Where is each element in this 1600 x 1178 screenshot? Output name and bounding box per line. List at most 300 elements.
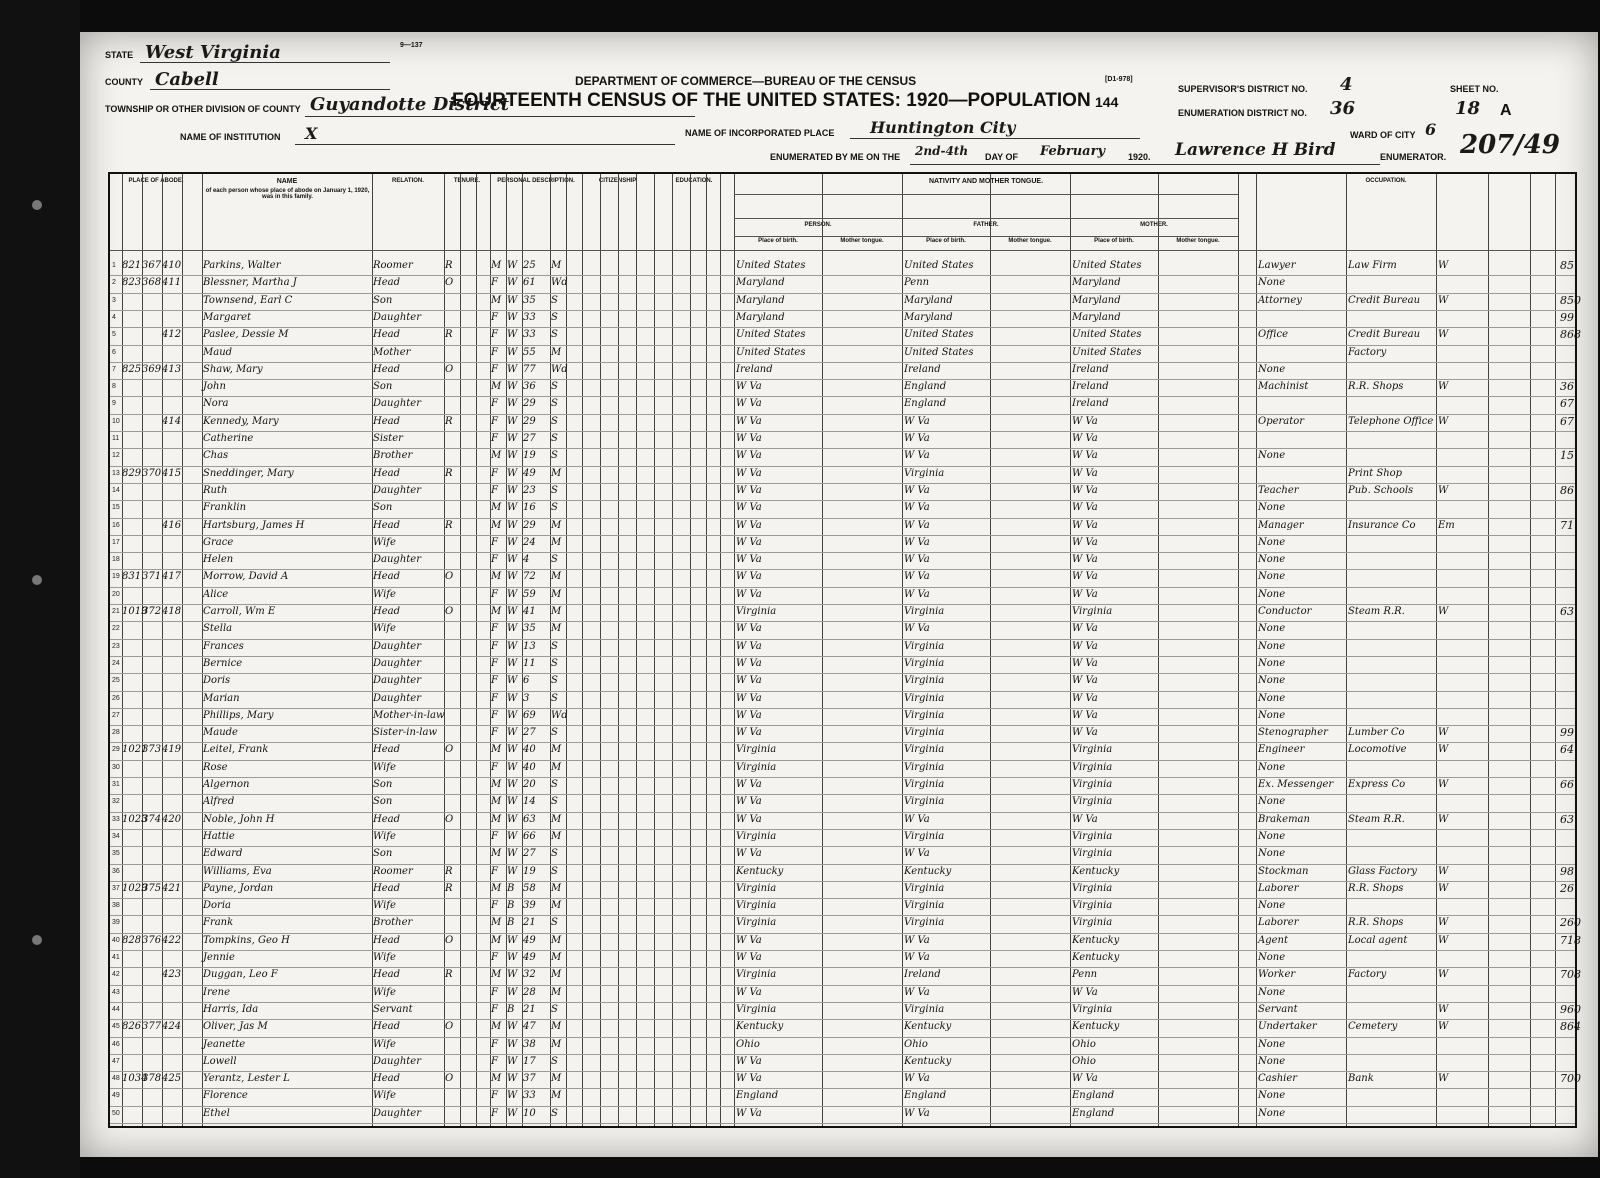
cell-industry: Credit Bureau	[1348, 329, 1421, 341]
cell-mother-birthplace: W Va	[1072, 554, 1098, 566]
cell-sex: F	[491, 536, 498, 548]
column-divider	[1158, 174, 1159, 1126]
father-header: FATHER.	[973, 222, 999, 228]
cell-occupation: Engineer	[1258, 744, 1305, 756]
cell-age: 37	[523, 1073, 536, 1085]
cell-father-birthplace: United States	[904, 346, 974, 358]
cell-birthplace: W Va	[736, 502, 762, 514]
cell-occupation: None	[1258, 796, 1286, 808]
cell-sex: F	[491, 433, 498, 444]
cell-mother-birthplace: Virginia	[1072, 882, 1113, 894]
enumerator-name: Lawrence H Bird	[1175, 140, 1336, 160]
cell-birthplace: Maryland	[736, 311, 785, 323]
cell-marital-status: M	[551, 1038, 562, 1050]
cell-father-birthplace: Kentucky	[904, 1055, 952, 1067]
cell-mother-birthplace: W Va	[1072, 484, 1098, 496]
margin-note: 850	[1560, 293, 1581, 307]
cell-mother-birthplace: Virginia	[1072, 848, 1113, 860]
cell-sex: F	[491, 675, 498, 687]
cell-age: 35	[523, 294, 536, 306]
column-divider	[1238, 174, 1239, 1126]
cell-race: W	[507, 588, 518, 600]
cell-relation: Head	[373, 467, 401, 479]
cell-street-number: 826	[122, 1021, 142, 1033]
cell-marital-status: M	[551, 260, 562, 271]
cell-father-birthplace: W Va	[904, 415, 930, 427]
cell-street-number: 831	[122, 571, 142, 583]
line-number: 16	[112, 521, 120, 529]
column-divider	[902, 174, 903, 1126]
cell-marital-status: M	[551, 519, 562, 531]
column-divider	[734, 174, 735, 1126]
cell-person-name: Nora	[203, 398, 229, 410]
cell-birthplace: W Va	[736, 588, 762, 600]
cell-age: 40	[523, 761, 536, 773]
cell-sex: M	[491, 813, 502, 825]
cell-person-name: Helen	[203, 554, 234, 566]
cell-mother-birthplace: Virginia	[1072, 917, 1113, 929]
cell-age: 66	[523, 830, 536, 842]
column-divider	[1070, 174, 1071, 1126]
cell-relation: Son	[373, 294, 393, 306]
cell-industry: Cemetery	[1348, 1021, 1398, 1033]
cell-class-of-worker: W	[1438, 969, 1449, 981]
cell-person-name: Kennedy, Mary	[203, 415, 279, 427]
cell-race: B	[507, 882, 515, 894]
father-birth-header: Place of birth.	[926, 238, 966, 244]
cell-race: W	[507, 709, 518, 721]
cell-birthplace: W Va	[736, 1055, 762, 1067]
margin-note: 868	[1560, 328, 1581, 342]
cell-marital-status: S	[551, 415, 558, 427]
cell-tenure: O	[445, 1073, 454, 1085]
sheet-letter: A	[1500, 102, 1512, 119]
cell-race: W	[507, 606, 518, 617]
cell-mother-birthplace: W Va	[1072, 1073, 1098, 1085]
line-number: 32	[112, 798, 120, 806]
enumeration-label: ENUMERATION DISTRICT NO.	[1178, 108, 1307, 118]
cell-race: W	[507, 502, 518, 514]
cell-person-name: Yerantz, Lester L	[203, 1073, 290, 1085]
cell-relation: Daughter	[373, 1055, 421, 1067]
cell-industry: Local agent	[1348, 934, 1408, 946]
cell-class-of-worker: W	[1438, 1021, 1449, 1033]
cell-mother-birthplace: Maryland	[1072, 277, 1121, 289]
cell-age: 72	[523, 571, 536, 583]
cell-relation: Mother-in-law	[373, 709, 445, 721]
cell-birthplace: W Va	[736, 727, 762, 739]
cell-marital-status: S	[551, 675, 558, 687]
enumerator-label: ENUMERATOR.	[1380, 152, 1447, 162]
column-divider	[990, 174, 991, 1126]
cell-person-name: Paslee, Dessie M	[203, 329, 289, 341]
cell-street-number: 829	[122, 467, 142, 479]
cell-industry: Express Co	[1348, 779, 1406, 790]
cell-race: B	[507, 900, 515, 912]
line-number: 40	[112, 936, 120, 944]
cell-occupation: None	[1258, 588, 1286, 600]
cell-marital-status: M	[551, 813, 562, 825]
cell-person-name: Tompkins, Geo H	[203, 934, 290, 946]
cell-birthplace: United States	[736, 346, 806, 358]
cell-relation: Son	[373, 796, 393, 808]
cell-relation: Head	[373, 934, 401, 946]
column-divider	[1488, 174, 1489, 1126]
cell-birthplace: Virginia	[736, 830, 777, 842]
margin-note: 63	[1560, 812, 1574, 826]
cell-mother-birthplace: W Va	[1072, 450, 1098, 462]
name-description: of each person whose place of abode on January 1, 1920, was in this family.	[205, 188, 370, 200]
cell-marital-status: M	[551, 346, 562, 358]
cell-mother-birthplace: Virginia	[1072, 761, 1113, 773]
cell-father-birthplace: Virginia	[904, 779, 945, 790]
line-number: 6	[112, 348, 116, 356]
cell-mother-birthplace: Virginia	[1072, 744, 1113, 756]
cell-occupation: None	[1258, 986, 1286, 998]
cell-relation: Daughter	[373, 640, 421, 652]
cell-birthplace: England	[736, 1090, 779, 1102]
cell-father-birthplace: Virginia	[904, 882, 945, 894]
header-divider	[734, 194, 1238, 195]
cell-relation: Roomer	[373, 260, 413, 271]
cell-relation: Head	[373, 882, 401, 894]
cell-father-birthplace: Ohio	[904, 1038, 928, 1050]
cell-class-of-worker: W	[1438, 934, 1449, 946]
column-divider	[690, 174, 691, 1126]
cell-relation: Son	[373, 381, 393, 393]
column-divider	[600, 174, 601, 1126]
cell-race: W	[507, 260, 518, 271]
cell-occupation: Office	[1258, 329, 1288, 341]
cell-person-name: Edward	[203, 848, 243, 860]
cell-sex: F	[491, 588, 498, 600]
margin-note: 26	[1560, 881, 1574, 895]
cell-race: B	[507, 1003, 515, 1015]
cell-relation: Head	[373, 329, 401, 341]
cell-birthplace: Kentucky	[736, 865, 784, 877]
cell-person-name: Doria	[203, 900, 231, 912]
cell-relation: Wife	[373, 986, 396, 998]
cell-father-birthplace: Ireland	[904, 363, 941, 375]
cell-mother-birthplace: United States	[1072, 260, 1142, 271]
margin-note: 15	[1560, 449, 1574, 463]
mother-tongue-header: Mother tongue.	[1176, 238, 1220, 244]
cell-industry: Glass Factory	[1348, 865, 1417, 877]
cell-sex: M	[491, 260, 502, 271]
cell-occupation: None	[1258, 571, 1286, 583]
cell-father-birthplace: Virginia	[904, 900, 945, 912]
cell-mother-birthplace: W Va	[1072, 709, 1098, 721]
cell-street-number: 825	[122, 363, 142, 375]
ward-label: WARD OF CITY	[1350, 130, 1416, 140]
cell-father-birthplace: Virginia	[904, 606, 945, 617]
cell-sex: F	[491, 1055, 498, 1067]
cell-marital-status: S	[551, 727, 558, 739]
cell-mother-birthplace: W Va	[1072, 571, 1098, 583]
cell-mother-birthplace: W Va	[1072, 467, 1098, 479]
cell-family-number: 413	[162, 363, 182, 375]
cell-age: 28	[523, 986, 536, 998]
cell-person-name: Maud	[203, 346, 233, 358]
cell-occupation: Machinist	[1258, 381, 1309, 393]
cell-age: 33	[523, 311, 536, 323]
cell-race: W	[507, 536, 518, 548]
cell-mother-birthplace: Virginia	[1072, 900, 1113, 912]
cell-class-of-worker: W	[1438, 415, 1449, 427]
cell-father-birthplace: England	[904, 398, 947, 410]
cell-person-name: Margaret	[203, 311, 252, 323]
cell-race: W	[507, 640, 518, 652]
cell-person-name: Townsend, Earl C	[203, 294, 293, 306]
citizenship-header: CITIZENSHIP.	[598, 178, 638, 184]
column-divider	[636, 174, 637, 1126]
cell-relation: Daughter	[373, 484, 421, 496]
cell-industry: Lumber Co	[1348, 727, 1405, 739]
cell-industry: Factory	[1348, 346, 1387, 358]
cell-relation: Head	[373, 969, 401, 981]
institution-value: X	[305, 124, 318, 143]
cell-marital-status: S	[551, 640, 558, 652]
cell-dwelling-number: 376	[142, 934, 162, 946]
column-divider	[618, 174, 619, 1126]
cell-occupation: None	[1258, 657, 1286, 669]
cell-occupation: Servant	[1258, 1003, 1298, 1015]
cell-sex: F	[491, 709, 498, 721]
cell-birthplace: Virginia	[736, 917, 777, 929]
cell-family-number: 425	[162, 1073, 182, 1085]
month-value: February	[1040, 144, 1106, 159]
cell-family-number: 415	[162, 467, 182, 479]
margin-note: 99	[1560, 726, 1574, 740]
dayof-label: DAY OF	[985, 152, 1019, 162]
cell-age: 29	[523, 519, 536, 531]
cell-relation: Head	[373, 415, 401, 427]
sheet-label: SHEET NO.	[1450, 84, 1499, 94]
cell-dwelling-number: 372	[142, 606, 162, 617]
margin-note: 86	[1560, 483, 1574, 497]
cell-marital-status: S	[551, 484, 558, 496]
line-number: 18	[112, 556, 120, 564]
cell-person-name: Florence	[203, 1090, 248, 1102]
cell-sex: F	[491, 346, 498, 358]
cell-person-name: Marian	[203, 692, 240, 704]
line-number: 15	[112, 504, 120, 512]
cell-father-birthplace: W Va	[904, 813, 930, 825]
column-divider	[1256, 174, 1257, 1126]
cell-relation: Son	[373, 779, 393, 790]
cell-occupation: None	[1258, 502, 1286, 514]
column-divider	[706, 174, 707, 1126]
cell-age: 35	[523, 623, 536, 635]
cell-age: 40	[523, 744, 536, 756]
line-number: 42	[112, 971, 120, 979]
cell-relation: Son	[373, 848, 393, 860]
cell-age: 27	[523, 727, 536, 739]
cell-occupation: None	[1258, 952, 1286, 963]
cell-marital-status: M	[551, 606, 562, 617]
cell-birthplace: W Va	[736, 640, 762, 652]
cell-sex: F	[491, 311, 498, 323]
cell-tenure: R	[445, 882, 453, 894]
cell-relation: Head	[373, 744, 401, 756]
cell-street-number: 828	[122, 934, 142, 946]
cell-race: W	[507, 415, 518, 427]
cell-father-birthplace: W Va	[904, 623, 930, 635]
cell-age: 38	[523, 1038, 536, 1050]
cell-sex: M	[491, 519, 502, 531]
cell-birthplace: W Va	[736, 571, 762, 583]
margin-note: 64	[1560, 743, 1574, 757]
cell-relation: Wife	[373, 623, 396, 635]
line-number: 19	[112, 573, 120, 581]
cell-race: W	[507, 450, 518, 462]
cell-sex: M	[491, 779, 502, 790]
cell-occupation: None	[1258, 709, 1286, 721]
cell-mother-birthplace: Kentucky	[1072, 934, 1120, 946]
cell-race: W	[507, 467, 518, 479]
cell-mother-birthplace: Kentucky	[1072, 865, 1120, 877]
cell-street-number: 1019	[122, 606, 148, 617]
cell-person-name: Morrow, David A	[203, 571, 289, 583]
cell-birthplace: W Va	[736, 398, 762, 410]
cell-father-birthplace: W Va	[904, 484, 930, 496]
cell-family-number: 411	[162, 277, 182, 289]
cell-occupation: None	[1258, 1090, 1286, 1102]
cell-occupation: None	[1258, 848, 1286, 860]
line-number: 9	[112, 400, 116, 408]
margin-note: 960	[1560, 1002, 1581, 1016]
cell-race: W	[507, 830, 518, 842]
cell-dwelling-number: 370	[142, 467, 162, 479]
cell-dwelling-number: 378	[142, 1073, 162, 1085]
cell-sex: M	[491, 848, 502, 860]
cell-age: 36	[523, 381, 536, 393]
cell-family-number: 410	[162, 260, 182, 271]
cell-family-number: 414	[162, 415, 182, 427]
cell-occupation: Manager	[1258, 519, 1304, 531]
cell-relation: Daughter	[373, 1107, 421, 1119]
cell-father-birthplace: Virginia	[904, 917, 945, 929]
cell-family-number: 422	[162, 934, 182, 946]
cell-dwelling-number: 373	[142, 744, 162, 756]
cell-relation: Head	[373, 571, 401, 583]
cell-birthplace: W Va	[736, 709, 762, 721]
cell-mother-birthplace: W Va	[1072, 640, 1098, 652]
cell-sex: F	[491, 640, 498, 652]
cell-age: 49	[523, 934, 536, 946]
cell-relation: Wife	[373, 536, 396, 548]
education-header: EDUCATION.	[675, 178, 713, 184]
line-number: 37	[112, 884, 120, 892]
cell-sex: F	[491, 415, 498, 427]
cell-sex: M	[491, 882, 502, 894]
cell-class-of-worker: W	[1438, 865, 1449, 877]
scan-left-margin	[0, 0, 80, 1178]
line-number: 46	[112, 1040, 120, 1048]
line-number: 44	[112, 1005, 120, 1013]
cell-age: 69	[523, 709, 536, 721]
supervisor-value: 4	[1340, 74, 1353, 95]
cell-race: W	[507, 692, 518, 704]
cell-father-birthplace: Virginia	[904, 796, 945, 808]
cell-birthplace: Kentucky	[736, 1021, 784, 1033]
cell-street-number: 821	[122, 260, 142, 271]
county-label: COUNTY	[105, 77, 143, 87]
cell-occupation: Laborer	[1258, 917, 1299, 929]
cell-person-name: Sneddinger, Mary	[203, 467, 294, 479]
cell-race: W	[507, 1107, 518, 1119]
cell-father-birthplace: United States	[904, 260, 974, 271]
cell-person-name: Shaw, Mary	[203, 363, 263, 375]
cell-race: W	[507, 623, 518, 635]
line-number: 36	[112, 867, 120, 875]
cell-street-number: 1034	[122, 1073, 148, 1085]
cell-marital-status: S	[551, 433, 558, 444]
line-number: 10	[112, 417, 120, 425]
cell-family-number: 418	[162, 606, 182, 617]
cell-marital-status: M	[551, 969, 562, 981]
cell-relation: Brother	[373, 917, 413, 929]
cell-birthplace: Virginia	[736, 1003, 777, 1015]
cell-birthplace: W Va	[736, 415, 762, 427]
cell-birthplace: Virginia	[736, 900, 777, 912]
cell-father-birthplace: Virginia	[904, 830, 945, 842]
column-divider	[1555, 174, 1556, 1126]
cell-industry: Locomotive	[1348, 744, 1407, 756]
cell-class-of-worker: W	[1438, 1073, 1449, 1085]
column-divider	[822, 174, 823, 1126]
cell-marital-status: S	[551, 554, 558, 566]
cell-age: 39	[523, 900, 536, 912]
cell-sex: F	[491, 277, 498, 289]
cell-sex: M	[491, 1073, 502, 1085]
year-value: 1920.	[1128, 152, 1151, 162]
cell-person-name: Oliver, Jas M	[203, 1021, 268, 1033]
cell-age: 49	[523, 467, 536, 479]
census-sheet	[80, 32, 1598, 1157]
cell-birthplace: W Va	[736, 813, 762, 825]
line-number: 34	[112, 832, 120, 840]
census-title: FOURTEENTH CENSUS OF THE UNITED STATES: 1920—POPULATION	[452, 90, 1091, 111]
cell-sex: M	[491, 969, 502, 981]
margin-note: 99	[1560, 310, 1574, 324]
cell-person-name: Parkins, Walter	[203, 260, 281, 271]
cell-sex: F	[491, 1107, 498, 1119]
cell-sex: F	[491, 952, 498, 963]
column-divider	[182, 174, 183, 1126]
county-value: Cabell	[155, 69, 219, 90]
cell-sex: F	[491, 1038, 498, 1050]
column-divider	[1530, 174, 1531, 1126]
cell-person-name: Irene	[203, 986, 231, 998]
cell-race: W	[507, 277, 518, 289]
cell-relation: Head	[373, 1021, 401, 1033]
cell-father-birthplace: Maryland	[904, 311, 953, 323]
cell-race: W	[507, 311, 518, 323]
cell-occupation: None	[1258, 640, 1286, 652]
cell-relation: Wife	[373, 830, 396, 842]
cell-age: 29	[523, 398, 536, 410]
mother-header: MOTHER.	[1140, 222, 1168, 228]
line-number: 41	[112, 954, 120, 961]
cell-mother-birthplace: W Va	[1072, 588, 1098, 600]
cell-race: W	[507, 363, 518, 375]
margin-note: 700	[1560, 1072, 1581, 1086]
line-number: 24	[112, 659, 120, 667]
cell-marital-status: S	[551, 657, 558, 669]
cell-tenure: R	[445, 519, 453, 531]
cell-father-birthplace: Kentucky	[904, 865, 952, 877]
